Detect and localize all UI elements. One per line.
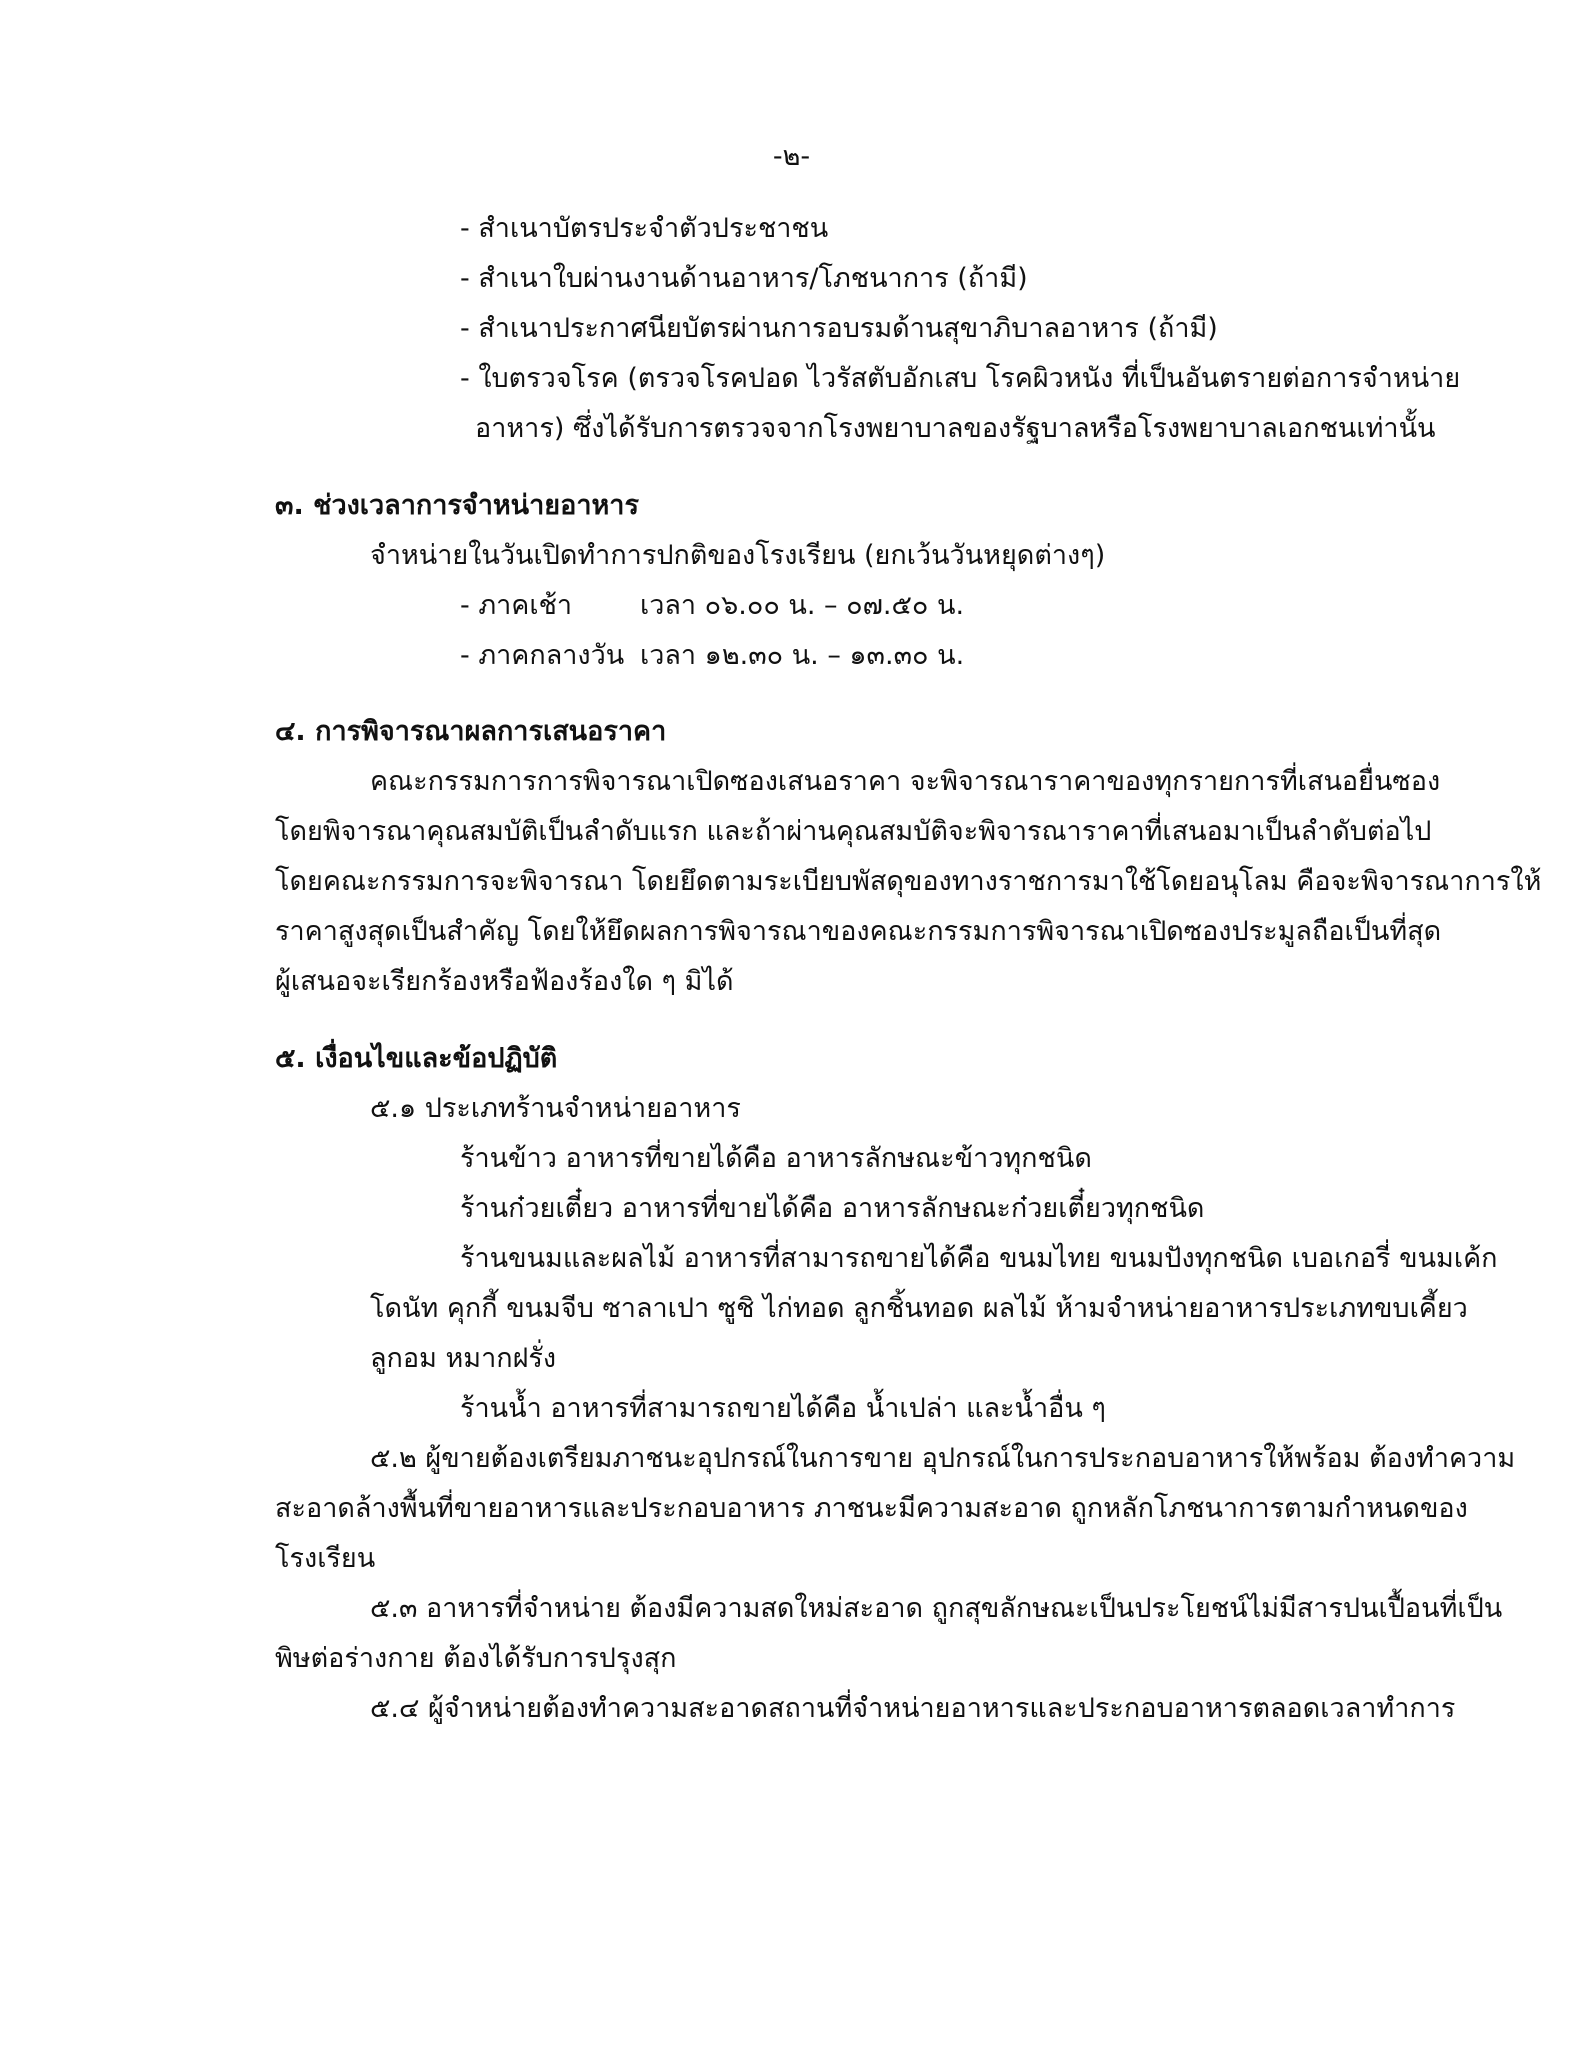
document-item: - สำเนาใบผ่านงานด้านอาหาร/โภชนาการ (ถ้ามี) xyxy=(460,263,1028,294)
section-5-line: พิษต่อร่างกาย ต้องได้รับการปรุงสุก xyxy=(275,1643,677,1674)
document-item-continuation: อาหาร) ซึ่งได้รับการตรวจจากโรงพยาบาลของรัฐบาลหรือโรงพยาบาลเอกชนเท่านั้น xyxy=(475,413,1436,444)
document-item: - สำเนาประกาศนียบัตรผ่านการอบรมด้านสุขาภิบาลอาหาร (ถ้ามี) xyxy=(460,313,1218,344)
morning-time: เวลา ๐๖.๐๐ น. – ๐๗.๕๐ น. xyxy=(640,590,965,621)
section-5-line: ร้านก๋วยเตี๋ยว อาหารที่ขายได้คือ อาหารลักษณะก๋วยเตี๋ยวทุกชนิด xyxy=(460,1193,1205,1224)
section-5-line: โดนัท คุกกี้ ขนมจีบ ซาลาเปา ซูชิ ไก่ทอด ลูกชิ้นทอด ผลไม้ ห้ามจำหน่ายอาหารประเภทขบเคี้ยว xyxy=(370,1293,1468,1324)
section-4-line: คณะกรรมการการพิจารณาเปิดซองเสนอราคา จะพิจารณาราคาของทุกรายการที่เสนอยื่นซอง xyxy=(370,766,1441,797)
section-4-line: ราคาสูงสุดเป็นสำคัญ โดยให้ยึดผลการพิจารณาของคณะกรรมการพิจารณาเปิดซองประมูลถือเป็นที่สุด xyxy=(275,916,1442,947)
page-number: -๒- xyxy=(772,141,811,172)
section-4-heading: ๔. การพิจารณาผลการเสนอราคา xyxy=(275,716,667,747)
section-5-line: ๕.๑ ประเภทร้านจำหน่ายอาหาร xyxy=(370,1093,741,1124)
noon-time: เวลา ๑๒.๓๐ น. – ๑๓.๓๐ น. xyxy=(640,640,965,671)
section-5-heading: ๕. เงื่อนไขและข้อปฏิบัติ xyxy=(275,1043,558,1074)
section-5-line: ร้านน้ำ อาหารที่สามารถขายได้คือ น้ำเปล่า และน้ำอื่น ๆ xyxy=(460,1393,1106,1424)
section-3-intro: จำหน่ายในวันเปิดทำการปกติของโรงเรียน (ยกเว้นวันหยุดต่างๆ) xyxy=(370,540,1106,571)
section-5-line: ๕.๒ ผู้ขายต้องเตรียมภาชนะอุปกรณ์ในการขาย อุปกรณ์ในการประกอบอาหารให้พร้อม ต้องทำความ xyxy=(370,1443,1516,1474)
section-4-line: ผู้เสนอจะเรียกร้องหรือฟ้องร้องใด ๆ มิได้ xyxy=(275,966,734,997)
section-4-line: โดยพิจารณาคุณสมบัติเป็นลำดับแรก และถ้าผ่านคุณสมบัติจะพิจารณาราคาที่เสนอมาเป็นลำดับต่อไป xyxy=(275,816,1432,847)
morning-label: - ภาคเช้า xyxy=(460,590,573,621)
section-5-line: ลูกอม หมากฝรั่ง xyxy=(370,1343,557,1374)
section-5-line: ร้านข้าว อาหารที่ขายได้คือ อาหารลักษณะข้าวทุกชนิด xyxy=(460,1143,1092,1174)
section-5-line: ๕.๓ อาหารที่จำหน่าย ต้องมีความสดใหม่สะอาด ถูกสุขลักษณะเป็นประโยชน์ไม่มีสารปนเปื้อนที่เป็น xyxy=(370,1593,1503,1624)
document-item: - ใบตรวจโรค (ตรวจโรคปอด ไวรัสตับอักเสบ โรคผิวหนัง ที่เป็นอันตรายต่อการจำหน่าย xyxy=(460,363,1461,394)
document-item: - สำเนาบัตรประจำตัวประชาชน xyxy=(460,213,829,244)
section-5-line: ๕.๔ ผู้จำหน่ายต้องทำความสะอาดสถานที่จำหน่ายอาหารและประกอบอาหารตลอดเวลาทำการ xyxy=(370,1693,1456,1724)
noon-label: - ภาคกลางวัน xyxy=(460,640,625,671)
section-5-line: ร้านขนมและผลไม้ อาหารที่สามารถขายได้คือ ขนมไทย ขนมปังทุกชนิด เบอเกอรี่ ขนมเค้ก xyxy=(460,1243,1498,1274)
section-5-line: สะอาดล้างพื้นที่ขายอาหารและประกอบอาหาร ภาชนะมีความสะอาด ถูกหลักโภชนาการตามกำหนดของ xyxy=(275,1493,1468,1524)
noon-schedule xyxy=(460,642,964,669)
section-5-line: โรงเรียน xyxy=(275,1543,376,1574)
section-4-line: โดยคณะกรรมการจะพิจารณา โดยยึดตามระเบียบพัสดุของทางราชการมาใช้โดยอนุโลม คือจะพิจารณาการให้ xyxy=(275,866,1542,897)
morning-schedule xyxy=(460,592,964,619)
section-3-heading: ๓. ช่วงเวลาการจำหน่ายอาหาร xyxy=(275,490,639,521)
